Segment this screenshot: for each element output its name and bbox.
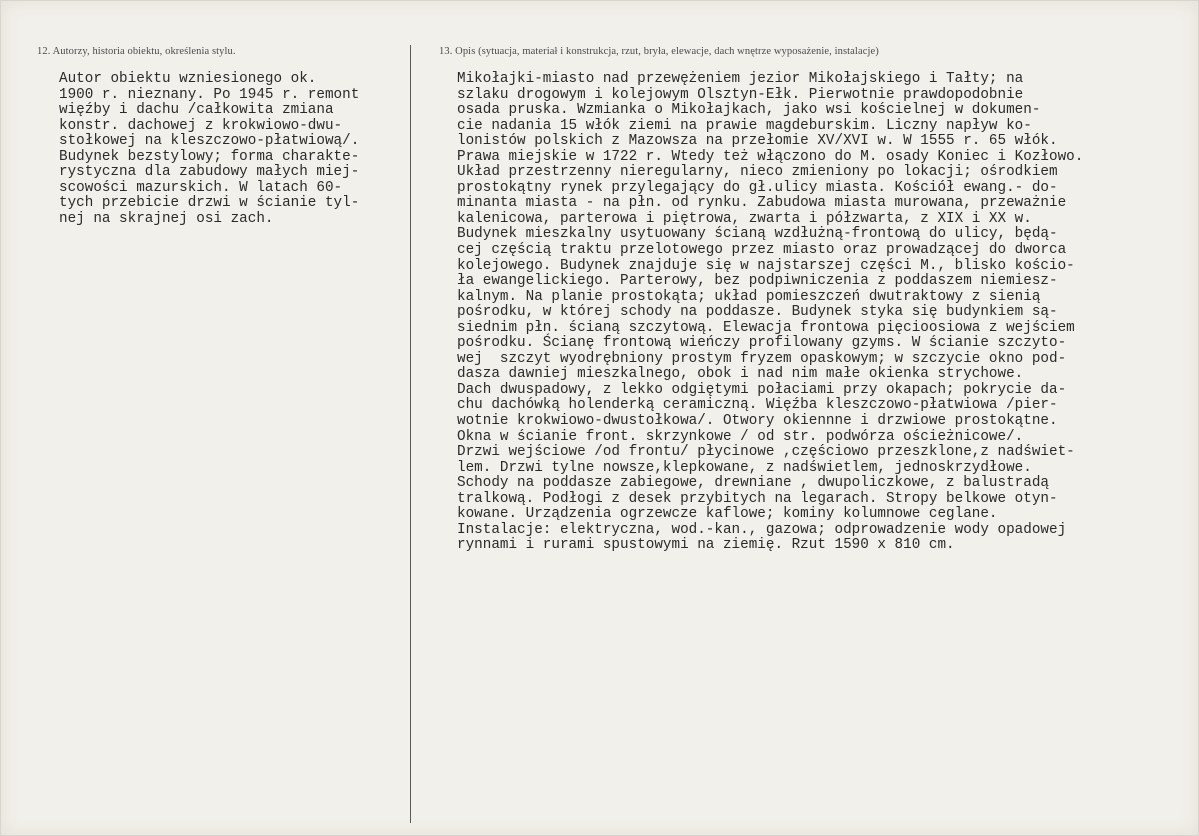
section-13-header: 13. Opis (sytuacja, materiał i konstrukcja, rzut, bryła, elewacje, dach wnętrze wyposażenie, instalacje): [439, 46, 879, 57]
typed-line-right: kalnym. Na planie prostokąta; układ pomieszczeń dwutraktowy z sienią: [457, 288, 1041, 305]
section-12-header: 12. Autorzy, historia obiektu, określenia stylu.: [37, 46, 236, 57]
typed-line-right: Prawa miejskie w 1722 r. Wtedy też włączono do M. osady Koniec i Kozłowo.: [457, 148, 1084, 165]
typed-line-left: Budynek bezstylowy; forma charakte-: [59, 148, 360, 165]
section-12-typed-text: [59, 72, 359, 227]
typed-line-left: 1900 r. nieznany. Po 1945 r. remont: [59, 86, 360, 103]
typed-line-right: cie nadania 15 włók ziemi na prawie magdeburskim. Liczny napływ ko-: [457, 117, 1032, 134]
typed-line-right: Instalacje: elektryczna, wod.-kan., gazowa; odprowadzenie wody opadowej: [457, 521, 1067, 538]
typed-line-right: Dach dwuspadowy, z lekko odgiętymi połaciami przy okapach; pokrycie da-: [457, 381, 1067, 398]
typed-line-right: wej szczyt wyodrębniony prostym fryzem opaskowym; w szczycie okno pod-: [457, 350, 1067, 367]
section-13-typed-text: [457, 72, 1083, 554]
typed-line-right: kalenicowa, parterowa i piętrowa, zwarta i półzwarta, z XIX i XX w.: [457, 210, 1032, 227]
typed-line-left: konstr. dachowej z krokwiowo-dwu-: [59, 117, 343, 134]
typed-line-right: dasza dawniej mieszkalnego, obok i nad nim małe okienka strychowe.: [457, 366, 1024, 383]
typed-line-right: pośrodku. Ścianę frontową wieńczy profilowany gzyms. W ścianie szczyto-: [457, 335, 1067, 352]
typed-line-right: Układ przestrzenny nieregularny, nieco zmieniony po lokacji; ośrodkiem: [457, 164, 1058, 181]
typed-line-right: Budynek mieszkalny usytuowany ścianą wzdłużną-frontową do ulicy, będą-: [457, 226, 1058, 243]
typed-line-left: scowości mazurskich. W latach 60-: [59, 179, 343, 196]
typed-line-left: Autor obiektu wzniesionego ok.: [59, 71, 317, 87]
typed-line-right: minanta miasta - na płn. od rynku. Zabudowa miasta murowana, przeważnie: [457, 195, 1067, 212]
typed-line-right: siednim płn. ścianą szczytową. Elewacja frontowa pięcioosiowa z wejściem: [457, 319, 1075, 336]
typed-line-right: chu dachówką holenderką ceramiczną. Więźba kleszczowo-płatwiowa /pier-: [457, 397, 1058, 414]
typed-line-right: Drzwi wejściowe /od frontu/ płycinowe ,częściowo przeszklone,z nadświet-: [457, 444, 1075, 461]
typed-line-right: tralkową. Podłogi z desek przybitych na legarach. Stropy belkowe otyn-: [457, 490, 1058, 507]
typed-line-right: ła ewangelickiego. Parterowy, bez podpiwniczenia z poddaszem niemiesz-: [457, 273, 1058, 290]
typed-line-right: kolejowego. Budynek znajduje się w najstarszej części M., blisko kościo-: [457, 257, 1075, 274]
typed-line-right: szlaku drogowym i kolejowym Olsztyn-Ełk. Pierwotnie prawdopodobnie: [457, 86, 1024, 103]
typed-line-right: kowane. Urządzenia ogrzewcze kaflowe; kominy kolumnowe ceglane.: [457, 506, 998, 523]
typed-line-right: Schody na poddasze zabiegowe, drewniane , dwupoliczkowe, z balustradą: [457, 475, 1049, 492]
typed-line-right: pośrodku, w której schody na poddasze. Budynek styka się budynkiem są-: [457, 304, 1058, 321]
typed-line-left: rystyczna dla zabudowy małych miej-: [59, 164, 360, 181]
typed-line-left: nej na skrajnej osi zach.: [59, 210, 274, 227]
typed-line-right: prostokątny rynek przylegający do gł.ulicy miasta. Kościół ewang.- do-: [457, 179, 1058, 196]
typed-line-right: lem. Drzwi tylne nowsze,klepkowane, z nadświetlem, jednoskrzydłowe.: [457, 459, 1032, 476]
column-divider: [410, 45, 411, 823]
typed-line-right: cej częścią traktu przelotowego przez miasto oraz prowadzącej do dworca: [457, 242, 1067, 259]
typed-line-left: tych przebicie drzwi w ścianie tyl-: [59, 195, 360, 212]
typed-line-right: wotnie krokwiowo-dwustołkowa/. Otwory okiennne i drzwiowe prostokątne.: [457, 413, 1058, 430]
typed-line-right: rynnami i rurami spustowymi na ziemię. Rzut 1590 x 810 cm.: [457, 537, 955, 554]
typed-line-right: lonistów polskich z Mazowsza na przełomie XV/XVI w. W 1555 r. 65 włók.: [457, 133, 1058, 150]
typed-line-left: stołkowej na kleszczowo-płatwiową/.: [59, 133, 360, 150]
typed-line-right: Okna w ścianie front. skrzynkowe / od str. podwórza ościeżnicowe/.: [457, 428, 1024, 445]
typed-line-right: osada pruska. Wzmianka o Mikołajkach, jako wsi kościelnej w dokumen-: [457, 102, 1041, 119]
typed-line-left: więźby i dachu /całkowita zmiana: [59, 102, 334, 119]
typed-line-right: Mikołajki-miasto nad przewężeniem jezior Mikołajskiego i Tałty; na: [457, 71, 1024, 87]
